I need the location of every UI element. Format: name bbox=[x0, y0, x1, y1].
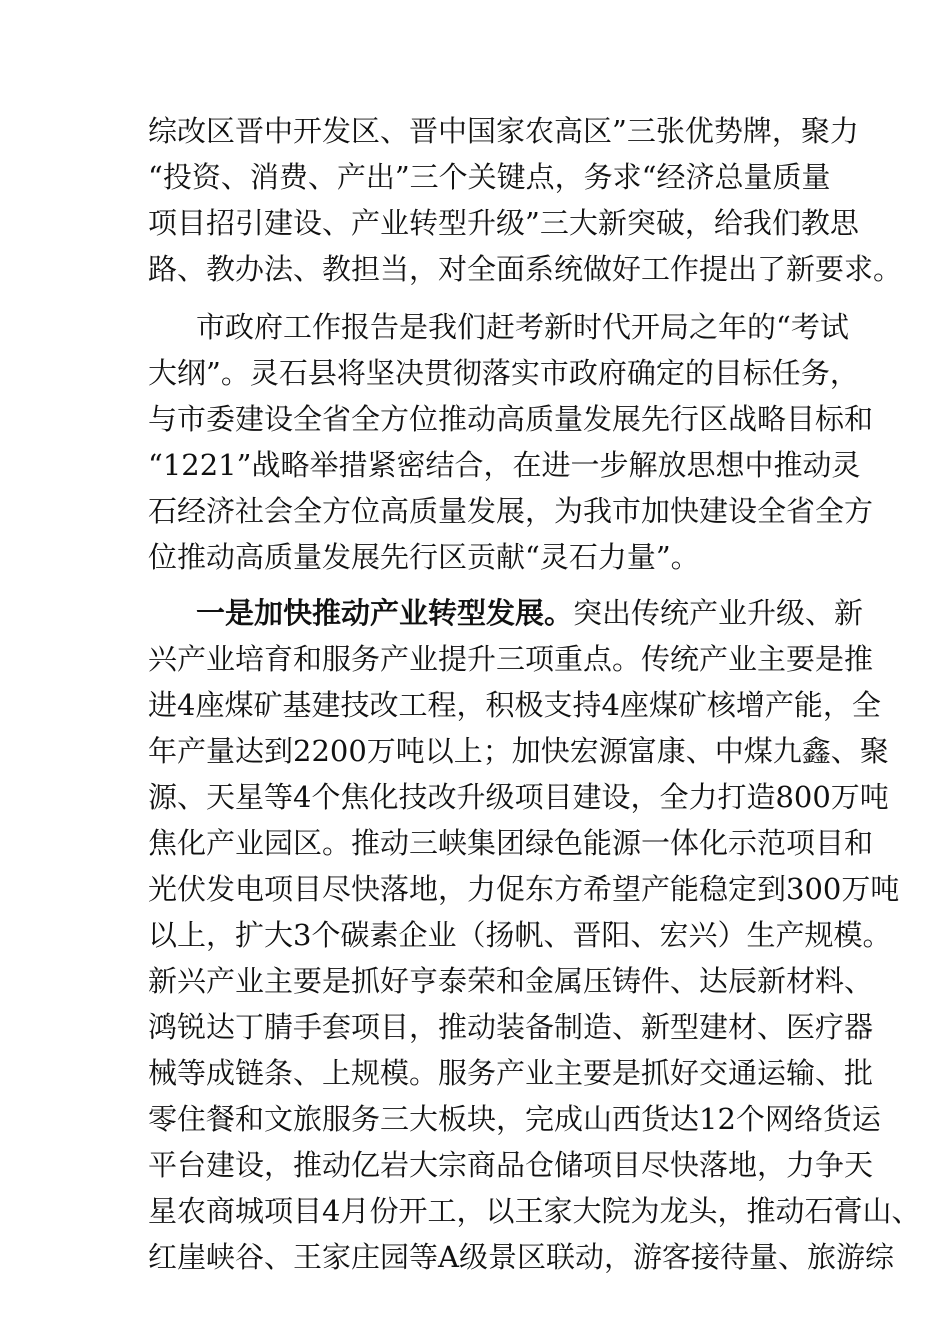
paragraph-3-line-14: 星农商城项目4月份开工，以王家大院为龙头，推动石膏山、 bbox=[148, 1194, 921, 1228]
paragraph-3-line-4: 年产量达到2200万吨以上；加快宏源富康、中煤九鑫、聚 bbox=[148, 734, 889, 768]
paragraph-3-line-8: 以上，扩大3个碳素企业（扬帆、晋阳、宏兴）生产规模。 bbox=[148, 918, 892, 952]
paragraph-1-line-2: “投资、消费、产出”三个关键点，务求“经济总量质量 bbox=[148, 160, 831, 194]
paragraph-2-line-3: 与市委建设全省全方位推动高质量发展先行区战略目标和 bbox=[148, 402, 874, 436]
paragraph-3-line-2: 兴产业培育和服务产业提升三项重点。传统产业主要是推 bbox=[148, 642, 874, 676]
paragraph-3-line-3: 进4座煤矿基建技改工程，积极支持4座煤矿核增产能，全 bbox=[148, 688, 881, 722]
paragraph-3-line-15: 红崖峡谷、王家庄园等A级景区联动，游客接待量、旅游综 bbox=[148, 1240, 894, 1274]
paragraph-2-line-4: “1221”战略举措紧密结合，在进一步解放思想中推动灵 bbox=[148, 448, 861, 482]
paragraph-2-line-1: 市政府工作报告是我们赶考新时代开局之年的“考试 bbox=[196, 310, 849, 344]
paragraph-3-lead: 一是加快推动产业转型发展。 bbox=[196, 596, 574, 630]
paragraph-3-line-11: 械等成链条、上规模。服务产业主要是抓好交通运输、批 bbox=[148, 1056, 874, 1090]
paragraph-1-line-4: 路、教办法、教担当，对全面系统做好工作提出了新要求。 bbox=[148, 252, 903, 286]
paragraph-3-line-12: 零住餐和文旅服务三大板块，完成山西货达12个网络货运 bbox=[148, 1102, 881, 1136]
paragraph-3-line-9: 新兴产业主要是抓好亨泰荣和金属压铸件、达辰新材料、 bbox=[148, 964, 874, 998]
paragraph-3-line-1-text: 突出传统产业升级、新 bbox=[573, 596, 864, 630]
paragraph-1-line-3: 项目招引建设、产业转型升级”三大新突破，给我们教思 bbox=[148, 206, 859, 240]
paragraph-1-line-1: 综改区晋中开发区、晋中国家农高区”三张优势牌，聚力 bbox=[148, 114, 859, 148]
paragraph-2-line-6: 位推动高质量发展先行区贡献“灵石力量”。 bbox=[148, 540, 700, 574]
paragraph-2-line-5: 石经济社会全方位高质量发展，为我市加快建设全省全方 bbox=[148, 494, 874, 528]
paragraph-3-line-10: 鸿锐达丁腈手套项目，推动装备制造、新型建材、医疗器 bbox=[148, 1010, 874, 1044]
paragraph-3-line-13: 平台建设，推动亿岩大宗商品仓储项目尽快落地，力争天 bbox=[148, 1148, 874, 1182]
paragraph-3-line-7: 光伏发电项目尽快落地，力促东方希望产能稳定到300万吨 bbox=[148, 872, 900, 906]
paragraph-3-line-6: 焦化产业园区。推动三峡集团绿色能源一体化示范项目和 bbox=[148, 826, 874, 860]
paragraph-3-line-5: 源、天星等4个焦化技改升级项目建设，全力打造800万吨 bbox=[148, 780, 889, 814]
paragraph-2-line-2: 大纲”。灵石县将坚决贯彻落实市政府确定的目标任务， bbox=[148, 356, 859, 390]
